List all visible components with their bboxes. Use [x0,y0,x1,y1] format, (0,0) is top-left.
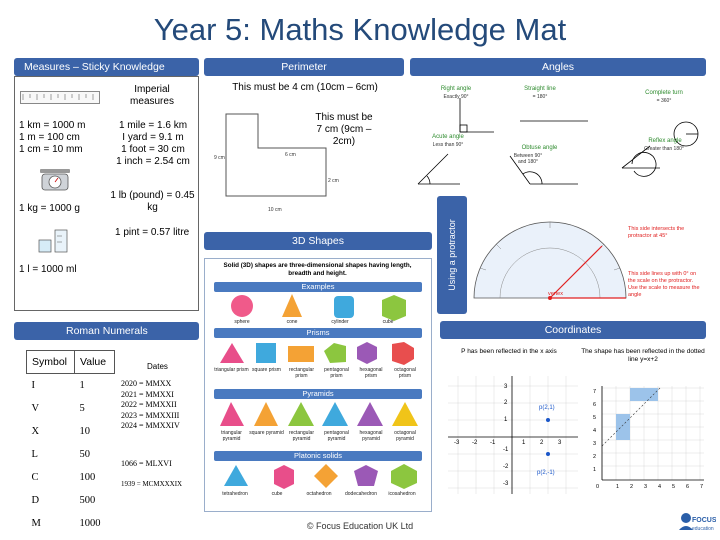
coord-right-caption: The shape has been reflected in the dotted line y=x+2 [581,348,705,363]
metric-length-list [19,120,104,156]
metric-length-2: 1 m = 100 cm [19,132,80,143]
coordinates-heading: Coordinates [440,321,706,339]
capacity-metric: 1 l = 1000 ml [19,264,77,275]
angle-straight-name: Straight line [524,86,556,92]
roman-symbol-cell: V [31,402,40,414]
ruler-icon [20,91,100,104]
platonic-labels [214,491,422,501]
roman-symbol-cell: C [31,471,39,483]
angle-reflex-note: Greater than 180° [644,146,684,152]
angle-right-note: Exactly 90° [443,94,469,100]
roman-value-cell: 10 [79,425,90,437]
label-tetrahedron: tetrahedron [222,491,248,497]
angle-reflex-name: Reflex angle [648,138,682,144]
cube-shape [382,295,406,321]
roman-value-cell: 5 [79,402,85,414]
focus-logo [676,510,716,536]
roman-value-cell: 1 [79,379,85,391]
imperial-length-3: 1 foot = 30 cm [121,144,185,155]
metric-length-3: 1 cm = 10 mm [19,144,83,155]
angle-complete-name: Complete turn [645,90,683,96]
table-row [27,489,115,512]
point-p2-label: p(2,-1) [537,470,555,476]
x-tick-label: 2 [540,440,544,446]
table-row [27,443,115,466]
x-tick-label: 3 [558,440,562,446]
measures-heading: Measures – Sticky Knowledge [14,58,199,76]
coordinate-grid-2 [600,386,704,482]
x-tick-label: 0 [596,484,600,490]
x-tick-label: 3 [644,484,648,490]
imperial-length-list [108,120,198,168]
angle-straight-note: = 180° [532,94,548,100]
label-icosahedron: icosahedron [388,491,416,497]
perimeter-text-2: This must be 7 cm (9cm – 2cm) [315,112,373,147]
roman-value-cell: 1000 [79,517,101,529]
label-cylinder: cylinder [331,319,349,325]
x-tick-label: -2 [472,440,478,446]
angle-right-name: Right angle [440,86,472,92]
label-pentagonal-prism: pentagonal prism [324,367,349,379]
sphere-shape [231,295,253,317]
angle-obtuse-name: Obtuse angle [521,145,558,151]
coord-left-caption: P has been reflected in the x axis [461,348,557,355]
date-item: 2022 = MMXXII [121,400,177,409]
label-triangular-prism: triangular prism [214,367,249,373]
prisms-row [214,339,422,367]
roman-value-cell: 100 [79,471,96,483]
protractor-note-1: This side intersects the protractor at 45° [628,226,685,239]
y-tick-label: 6 [593,402,597,408]
label-cone: cone [286,319,298,325]
date-1066: 1066 = MLXVI [121,459,172,468]
platonic-row [214,462,422,490]
table-row [27,374,115,397]
x-tick-label: 2 [630,484,634,490]
pyramid-labels [214,430,422,450]
point-p1-label: p(2,1) [539,405,555,411]
examples-heading: Examples [214,282,422,292]
y-tick-label: 5 [593,415,597,421]
prism-labels [214,367,422,387]
dates-heading: Dates [147,362,168,371]
protractor-label: Using a protractor [447,219,457,291]
roman-symbol-cell: I [31,379,35,391]
page-title: Year 5: Maths Knowledge Mat [153,12,567,47]
pyramids-heading: Pyramids [214,389,422,399]
angle-acute-name: Acute angle [432,134,464,140]
label-octahedron: octahedron [306,491,332,497]
dim-9cm: 9 cm [214,155,225,161]
angle-acute-note: Less than 90° [432,142,464,148]
measuring-jug-icon [36,226,70,254]
y-tick-label: -3 [503,481,509,487]
y-tick-label: -2 [503,464,509,470]
dim-2cm: 2 cm [328,178,339,184]
x-tick-label: 7 [700,484,704,490]
weighing-scale-icon [38,160,72,192]
table-row [27,466,115,489]
angle-complete-note: = 360° [656,98,672,104]
dates-list [121,379,180,432]
roman-value-cell: 500 [79,494,96,506]
mass-metric: 1 kg = 1000 g [19,203,80,214]
date-1939: 1939 = MCMXXXIX [121,480,183,488]
angles-heading: Angles [410,58,706,76]
label-hexagonal-pyramid: hexagonal pyramid [359,430,383,442]
roman-table [26,350,115,535]
roman-symbol-cell: D [31,494,40,506]
prisms-heading: Prisms [214,328,422,338]
x-tick-label: -1 [490,440,496,446]
label-cube: cube [382,319,394,325]
roman-col-value: Value [75,351,115,374]
perimeter-heading: Perimeter [204,58,404,76]
metric-length-1: 1 km = 1000 m [19,120,86,131]
label-sphere: sphere [234,319,250,325]
protractor-note-2: This side lines up with 0° on the scale on the protractor. Use the scale to measure the angle [628,271,700,298]
roman-value-cell: 50 [79,448,90,460]
table-row [27,397,115,420]
cylinder-shape [334,296,354,318]
y-tick-label: 4 [593,428,597,434]
date-item: 2021 = MMXXI [121,389,174,399]
roman-heading: Roman Numerals [14,322,199,340]
svg-text:FOCUS: FOCUS [692,517,716,524]
dim-10cm: 10 cm [268,207,282,213]
y-tick-label: 3 [504,384,508,390]
y-tick-label: 1 [504,417,508,423]
capacity-imperial: 1 pint = 0.57 litre [115,227,190,238]
y-tick-label: 2 [593,454,597,460]
y-tick-label: 3 [593,441,597,447]
roman-col-symbol: Symbol [27,351,75,374]
table-row [27,420,115,443]
grid-1-labels [448,376,578,494]
label-octagonal-pyramid: octagonal pyramid [394,430,416,442]
svg-text:education: education [692,526,714,532]
label-square-prism: square prism [252,367,281,373]
label-octagonal-prism: octagonal prism [394,367,416,379]
mass-imperial: 1 lb (pound) = 0.45 kg [110,190,195,213]
imperial-length-4: 1 inch = 2.54 cm [116,156,190,167]
x-tick-label: 4 [658,484,662,490]
label-triangular-pyramid: triangular pyramid [221,430,242,442]
imperial-length-2: I yard = 9.1 m [122,132,184,143]
pyramids-row [214,400,422,430]
x-tick-label: 1 [522,440,526,446]
cone-shape [282,294,302,317]
date-item: 2020 = MMXX [121,379,172,388]
imperial-length-1: 1 mile = 1.6 km [118,120,188,131]
y-tick-label: 7 [593,389,597,395]
perimeter-text-1: This must be 4 cm (10cm – 6cm) [232,82,378,93]
y-tick-label: -1 [503,447,509,453]
angle-obtuse-note: Between 90° and 180° [513,153,543,165]
roman-symbol-cell: M [31,517,41,529]
label-rectangular-prism: rectangular prism [288,367,314,379]
roman-symbol-cell: X [31,425,40,437]
x-tick-label: 6 [686,484,690,490]
x-tick-label: 5 [672,484,676,490]
grid-2-y-labels [593,386,596,477]
x-tick-label: -3 [454,440,460,446]
table-row [27,512,115,535]
protractor-vertex: vertex [548,291,563,297]
y-tick-label: 1 [593,467,597,473]
footer-copyright: © Focus Education UK Ltd [306,521,414,531]
label-hexagonal-prism: hexagonal prism [359,367,383,379]
label-dodecahedron: dodecahedron [345,491,377,497]
date-item: 2023 = MMXXIII [121,410,180,420]
label-pentagonal-pyramid: pentagonal pyramid [324,430,349,442]
label-square-pyramid: square pyramid [249,430,284,436]
platonic-heading: Platonic solids [214,451,422,461]
x-tick-label: 1 [616,484,620,490]
shapes3d-intro: Solid (3D) shapes are three-dimensional shapes having length, breadth and height. [223,262,412,277]
label-platonic-cube: cube [271,491,283,497]
shapes3d-heading: 3D Shapes [204,232,432,250]
dim-6cm: 6 cm [285,152,296,158]
date-item: 2024 = MMXXIV [121,421,180,430]
y-tick-label: 2 [504,400,508,406]
imperial-heading: Imperial measures [130,84,174,107]
label-rectangular-pyramid: rectangular pyramid [288,430,314,442]
roman-symbol-cell: L [31,448,38,460]
